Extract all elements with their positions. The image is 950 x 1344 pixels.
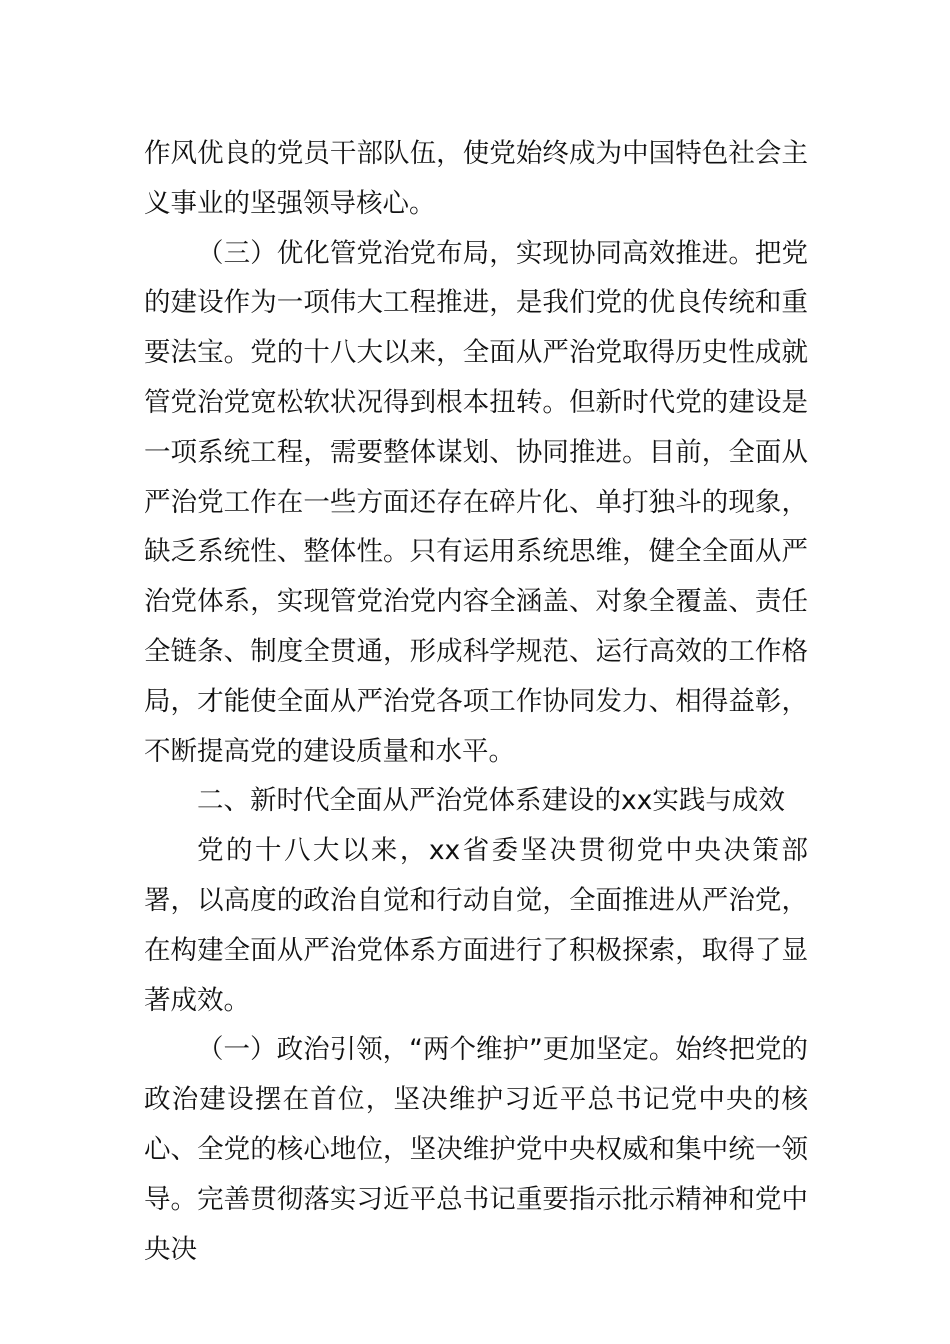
paragraph-continuation: 作风优良的党员干部队伍，使党始终成为中国特色社会主义事业的坚强领导核心。 [144,138,808,219]
paragraph-section-one: （一）政治引领，“两个维护”更加坚定。始终把党的政治建设摆在首位，坚决维护习近平总书记党中央的核心、全党的核心地位，坚决维护党中央权威和集中统一领导。完善贯彻落实习近平总书记重要指示批示精神和党中央决 [144,1034,808,1265]
paragraph-section-three: （三）优化管党治党布局，实现协同高效推进。把党的建设作为一项伟大工程推进，是我们党的优良传统和重要法宝。党的十八大以来，全面从严治党取得历史性成就管党治党宽松软状况得到根本扭转。但新时代党的建设是一项系统工程，需要整体谋划、协同推进。目前，全面从严治党工作在一些方面还存在碎片化、单打独斗的现象，缺乏系统性、整体性。只有运用系统思维，健全全面从严治党体系，实现管党治党内容全涵盖、对象全覆盖、责任全链条、制度全贯通，形成科学规范、运行高效的工作格局，才能使全面从严治党各项工作协同发力、相得益彰，不断提高党的建设质量和水平。 [144,237,808,767]
paragraph-intro-practice: 党的十八大以来，xx省委坚决贯彻党中央决策部署，以高度的政治自觉和行动自觉，全面推进从严治党，在构建全面从严治党体系方面进行了积极探索，取得了显著成效。 [144,835,808,1016]
body-text [144,129,808,1274]
section-heading-two: 二、新时代全面从严治党体系建设的xx实践与成效 [197,785,785,817]
